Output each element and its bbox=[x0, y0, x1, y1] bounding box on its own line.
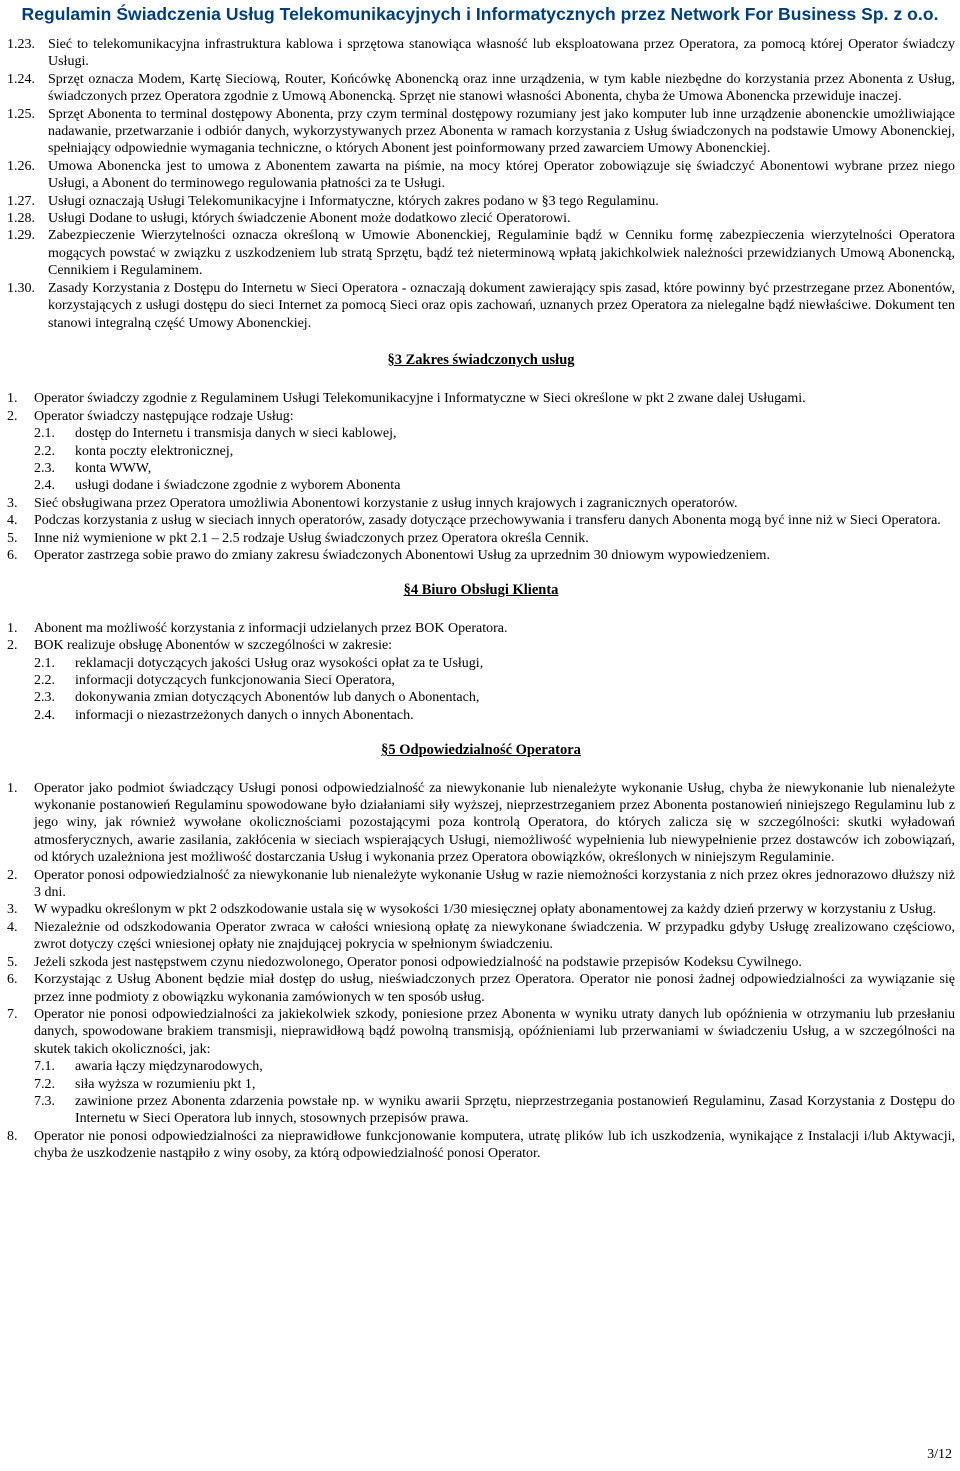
item-text: Zasady Korzystania z Dostępu do Internetu w Sieci Operatora - oznaczają dokument zawierający spis zasad, które powinny być przestrzegane przez Abonentów, korzystających z usługi dostępu do sieci Internet za pomocą Sieci oraz opis zachowań, uznanych przez Operatora za nielegalne bądź niewłaściwe. Dokument ten stanowi integralną część Umowy Abonenckiej. bbox=[48, 280, 955, 331]
list-item bbox=[7, 901, 955, 918]
item-number: 2.4. bbox=[34, 707, 55, 723]
item-number: 2.3. bbox=[34, 460, 55, 476]
sub-list-item bbox=[7, 689, 955, 706]
item-text: Jeżeli szkoda jest następstwem czynu niedozwolonego, Operator ponosi odpowiedzialność na podstawie przepisów Kodeksu Cywilnego. bbox=[34, 954, 802, 970]
item-number: 5. bbox=[7, 530, 18, 546]
item-text: Sprzęt oznacza Modem, Kartę Sieciową, Router, Końcówkę Abonencką oraz inne urządzenia, w tym kable niezbędne do korzystania przez Abonenta z Usług, świadczonych przez Operatora zgodnie z Umową Abonencką. Sprzęt nie stanowi własności Abonenta, chyba że Umowa Abonencka przewiduje inaczej. bbox=[48, 71, 955, 105]
document-header: Regulamin Świadczenia Usług Telekomunikacyjnych i Informatycznych przez Network For Business Sp. z o.o. bbox=[21, 4, 939, 24]
item-number: 7. bbox=[7, 1006, 18, 1022]
section-5-heading: §5 Odpowiedzialność Operatora bbox=[381, 742, 581, 759]
item-number: 2. bbox=[7, 867, 18, 883]
sub-list-item bbox=[7, 672, 955, 689]
item-number: 2.2. bbox=[34, 673, 55, 688]
item-number: 4. bbox=[7, 919, 18, 935]
item-text: Inne niż wymienione w pkt 2.1 – 2.5 rodzaje Usług świadczonych przez Operatora określa Cennik. bbox=[34, 530, 589, 546]
definition-item bbox=[7, 71, 955, 106]
list-item bbox=[7, 780, 955, 867]
item-number: 2.3. bbox=[34, 690, 55, 706]
item-number: 1.30. bbox=[7, 280, 35, 296]
item-text: Operator nie ponosi odpowiedzialności za jakiekolwiek szkody, poniesione przez Abonenta w wyniku utraty danych lub opóźnienia w otrzymaniu lub przesłaniu danych, spowodowane brakiem transmisji, nieprawidłową bądź powolną transmisją, opóźnieniami lub przerwaniami w świadczeniu Usług, a w szczególności na skutek takich okoliczności, jak: bbox=[34, 1006, 955, 1057]
item-text: Abonent ma możliwość korzystania z informacji udzielanych przez BOK Operatora. bbox=[34, 620, 508, 636]
item-text: dokonywania zmian dotyczących Abonentów lub danych o Abonentach, bbox=[75, 690, 480, 706]
item-number: 1.28. bbox=[7, 211, 35, 227]
definition-item bbox=[7, 280, 955, 332]
list-item bbox=[7, 547, 955, 564]
item-number: 6. bbox=[7, 547, 18, 563]
item-text: siła wyższa w rozumieniu pkt 1, bbox=[75, 1076, 256, 1092]
list-item bbox=[7, 390, 955, 407]
section-4-list bbox=[7, 620, 955, 724]
sub-list-item bbox=[7, 1076, 955, 1093]
item-number: 2.4. bbox=[34, 478, 55, 494]
item-text: awaria łączy międzynarodowych, bbox=[75, 1059, 263, 1075]
definition-item bbox=[7, 193, 955, 210]
item-number: 2. bbox=[7, 638, 18, 654]
sub-list-item bbox=[7, 1058, 955, 1075]
item-number: 5. bbox=[7, 954, 18, 970]
item-text: informacji o niezastrzeżonych danych o innych Abonentach. bbox=[75, 707, 414, 723]
list-item bbox=[7, 512, 955, 529]
list-item bbox=[7, 954, 955, 971]
item-text: Operator zastrzega sobie prawo do zmiany zakresu świadczonych Abonentowi Usług za uprzednim 30 dniowym wypowiedzeniem. bbox=[34, 547, 770, 563]
item-number: 8. bbox=[7, 1128, 18, 1144]
item-text: BOK realizuje obsługę Abonentów w szczególności w zakresie: bbox=[34, 638, 393, 654]
item-text: konta WWW, bbox=[75, 460, 152, 476]
list-item bbox=[7, 1006, 955, 1058]
item-text: Sieć obsługiwana przez Operatora umożliwia Abonentowi korzystanie z usług innych krajowych i zagranicznych operatorów. bbox=[34, 495, 738, 511]
item-text: Niezależnie od odszkodowania Operator zwraca w całości wniesioną opłatę za niewykonane świadczenia. W przypadku gdyby Usługę zrealizowano częściowo, zwrot dotyczy części wniesionej opłaty nie znajdującej pokrycia w spełnionym świadczeniu. bbox=[34, 919, 955, 953]
item-number: 2.1. bbox=[34, 426, 55, 442]
item-text: Operator jako podmiot świadczący Usługi ponosi odpowiedzialność za niewykonanie lub nienależyte wykonanie Usług, chyba że niewykonanie lub nienależyte wykonanie postanowień Regulaminu spowodowane było działaniami siły wyższej, nieprzestrzeganiem przez Abonenta postanowień niniejszego Regulaminu lub z jego winy, jak również wywołane okolicznościami pozostającymi poza kontrolą Operatora, do których zalicza się w szczególności: skutki wyładowań atmosferycznych, awarie zasilania, zakłócenia w sieciach wspierających Usługi, niemożliwość wypełnienia lub niewypełnienie przez dostawców ich zobowiązań, od których uzależniona jest możliwość dostarczania Usług i wykonania przez Operatora obowiązków, określonych w niniejszym Regulaminie. bbox=[34, 780, 955, 866]
list-item bbox=[7, 971, 955, 1006]
item-number: 1.26. bbox=[7, 158, 35, 174]
item-text: Umowa Abonencka jest to umowa z Abonentem zawarta na piśmie, na mocy której Operator zobowiązuje się świadczyć Abonentowi wybrane przez niego Usługi, a Abonent do terminowego regulowania płatności za te Usługi. bbox=[48, 158, 955, 192]
item-number: 1. bbox=[7, 620, 18, 636]
item-number: 3. bbox=[7, 902, 18, 918]
item-text: usługi dodane i świadczone zgodnie z wyborem Abonenta bbox=[75, 478, 401, 494]
page-number: 3/12 bbox=[927, 1447, 952, 1462]
definitions-list bbox=[7, 36, 955, 332]
document-body bbox=[7, 36, 955, 1163]
item-number: 1.27. bbox=[7, 193, 35, 209]
item-number: 7.3. bbox=[34, 1093, 55, 1109]
definition-item bbox=[7, 158, 955, 193]
item-text: Usługi oznaczają Usługi Telekomunikacyjne i Informatyczne, których zakres podano w §3 tego Regulaminu. bbox=[48, 193, 659, 209]
item-text: Operator świadczy następujące rodzaje Usług: bbox=[34, 408, 294, 424]
item-number: 2. bbox=[7, 408, 18, 424]
section-5-list bbox=[7, 780, 955, 1163]
item-number: 2.1. bbox=[34, 655, 55, 671]
item-text: Operator nie ponosi odpowiedzialności za nieprawidłowe funkcjonowanie komputera, utratę plików lub ich uszkodzenia, wynikające z Instalacji i/lub Aktywacji, chyba że uszkodzenie nastąpiło z winy osoby, za którą odpowiedzialność ponosi Operator. bbox=[34, 1128, 955, 1162]
definition-item bbox=[7, 106, 955, 158]
item-number: 7.1. bbox=[34, 1059, 55, 1075]
list-item bbox=[7, 408, 955, 425]
item-text: konta poczty elektronicznej, bbox=[75, 443, 234, 459]
item-number: 1.25. bbox=[7, 106, 35, 122]
item-text: Podczas korzystania z usług w sieciach innych operatorów, zasady dotyczące przechowywania i transferu danych Abonenta mogą być inne niż w Sieci Operatora. bbox=[34, 513, 941, 529]
item-text: W wypadku określonym w pkt 2 odszkodowanie ustala się w wysokości 1/30 miesięcznej opłaty abonamentowej za każdy dzień przerwy w korzystaniu z Usług. bbox=[34, 902, 937, 918]
item-number: 1.23. bbox=[7, 37, 35, 52]
sub-list-item bbox=[7, 425, 955, 442]
sub-list-item bbox=[7, 655, 955, 672]
sub-list-item bbox=[7, 460, 955, 477]
section-4-heading: §4 Biuro Obsługi Klienta bbox=[403, 582, 559, 599]
item-text: Operator ponosi odpowiedzialność za niewykonanie lub nienależyte wykonanie Usług w razie niemożności korzystania z nich przez okres jednorazowo dłuższy niż 3 dni. bbox=[34, 867, 955, 901]
list-item bbox=[7, 1128, 955, 1163]
definition-item bbox=[7, 210, 955, 227]
list-item bbox=[7, 867, 955, 902]
item-text: Sprzęt Abonenta to terminal dostępowy Abonenta, przy czym terminal dostępowy rozumiany jest jako komputer lub inne urządzenie abonenckie umożliwiające nadawanie, przetwarzanie i odbiór danych, wykorzystywanych przez Abonenta w ramach korzystania z Usług świadczonych na podstawie Umowy Abonenckiej, spełniający odpowiednie wymagania techniczne, o których Abonent jest poinformowany przed zawarciem Umowy Abonenckiej. bbox=[48, 106, 955, 157]
item-number: 7.2. bbox=[34, 1076, 55, 1092]
section-3-list bbox=[7, 390, 955, 564]
list-item bbox=[7, 919, 955, 954]
item-text: reklamacji dotyczących jakości Usług oraz wysokości opłat za te Usługi, bbox=[75, 655, 484, 671]
item-number: 3. bbox=[7, 495, 18, 511]
sub-list-item bbox=[7, 707, 955, 724]
list-item bbox=[7, 530, 955, 547]
sub-list-item bbox=[7, 477, 955, 494]
item-number: 1.29. bbox=[7, 228, 35, 244]
item-number: 4. bbox=[7, 513, 18, 529]
item-text: Sieć to telekomunikacyjna infrastruktura kablowa i sprzętowa stanowiąca własność lub eksploatowana przez Operatora, za pomocą której Operator świadczy Usługi. bbox=[48, 37, 955, 70]
list-item bbox=[7, 637, 955, 654]
item-number: 1. bbox=[7, 780, 18, 796]
item-number: 1. bbox=[7, 391, 18, 407]
item-number: 1.24. bbox=[7, 71, 35, 87]
item-text: dostęp do Internetu i transmisja danych w sieci kablowej, bbox=[75, 426, 397, 442]
list-item bbox=[7, 620, 955, 637]
item-text: Usługi Dodane to usługi, których świadczenie Abonent może dodatkowo zlecić Operatorowi. bbox=[48, 211, 571, 227]
list-item bbox=[7, 495, 955, 512]
item-text: Korzystając z Usług Abonent będzie miał dostęp do usług, nieświadczonych przez Operatora. Operator nie ponosi żadnej odpowiedzialności za wywiązanie się przez inne podmioty z obowiązku wykonania zamówionych w ten sposób usług. bbox=[34, 972, 955, 1005]
sub-list-item bbox=[7, 443, 955, 460]
item-text: zawinione przez Abonenta zdarzenia powstałe np. w wyniku awarii Sprzętu, nieprzestrzegania postanowień Regulaminu, Zasad Korzystania z Dostępu do Internetu w Sieci Operatora lub innych, stosownych przepisów prawa. bbox=[75, 1093, 955, 1127]
item-text: Zabezpieczenie Wierzytelności oznacza określoną w Umowie Abonenckiej, Regulaminie bądź w Cenniku formę zabezpieczenia wierzytelności Operatora mogących powstać w związku z uszkodzeniem lub stratą Sprzętu, bądź też nieterminową wpłatą jakichkolwiek należności przewidzianych Umową Abonencką, Cennikiem i Regulaminem. bbox=[48, 228, 955, 279]
sub-list-item bbox=[7, 1093, 955, 1128]
definition-item bbox=[7, 36, 955, 71]
definition-item bbox=[7, 227, 955, 279]
item-text: informacji dotyczących funkcjonowania Sieci Operatora, bbox=[75, 673, 395, 688]
item-number: 2.2. bbox=[34, 443, 55, 459]
section-3-heading: §3 Zakres świadczonych usług bbox=[387, 351, 575, 368]
item-text: Operator świadczy zgodnie z Regulaminem Usługi Telekomunikacyjne i Informatyczne w Sieci określone w pkt 2 zwane dalej Usługami. bbox=[34, 391, 806, 407]
item-number: 6. bbox=[7, 972, 18, 988]
